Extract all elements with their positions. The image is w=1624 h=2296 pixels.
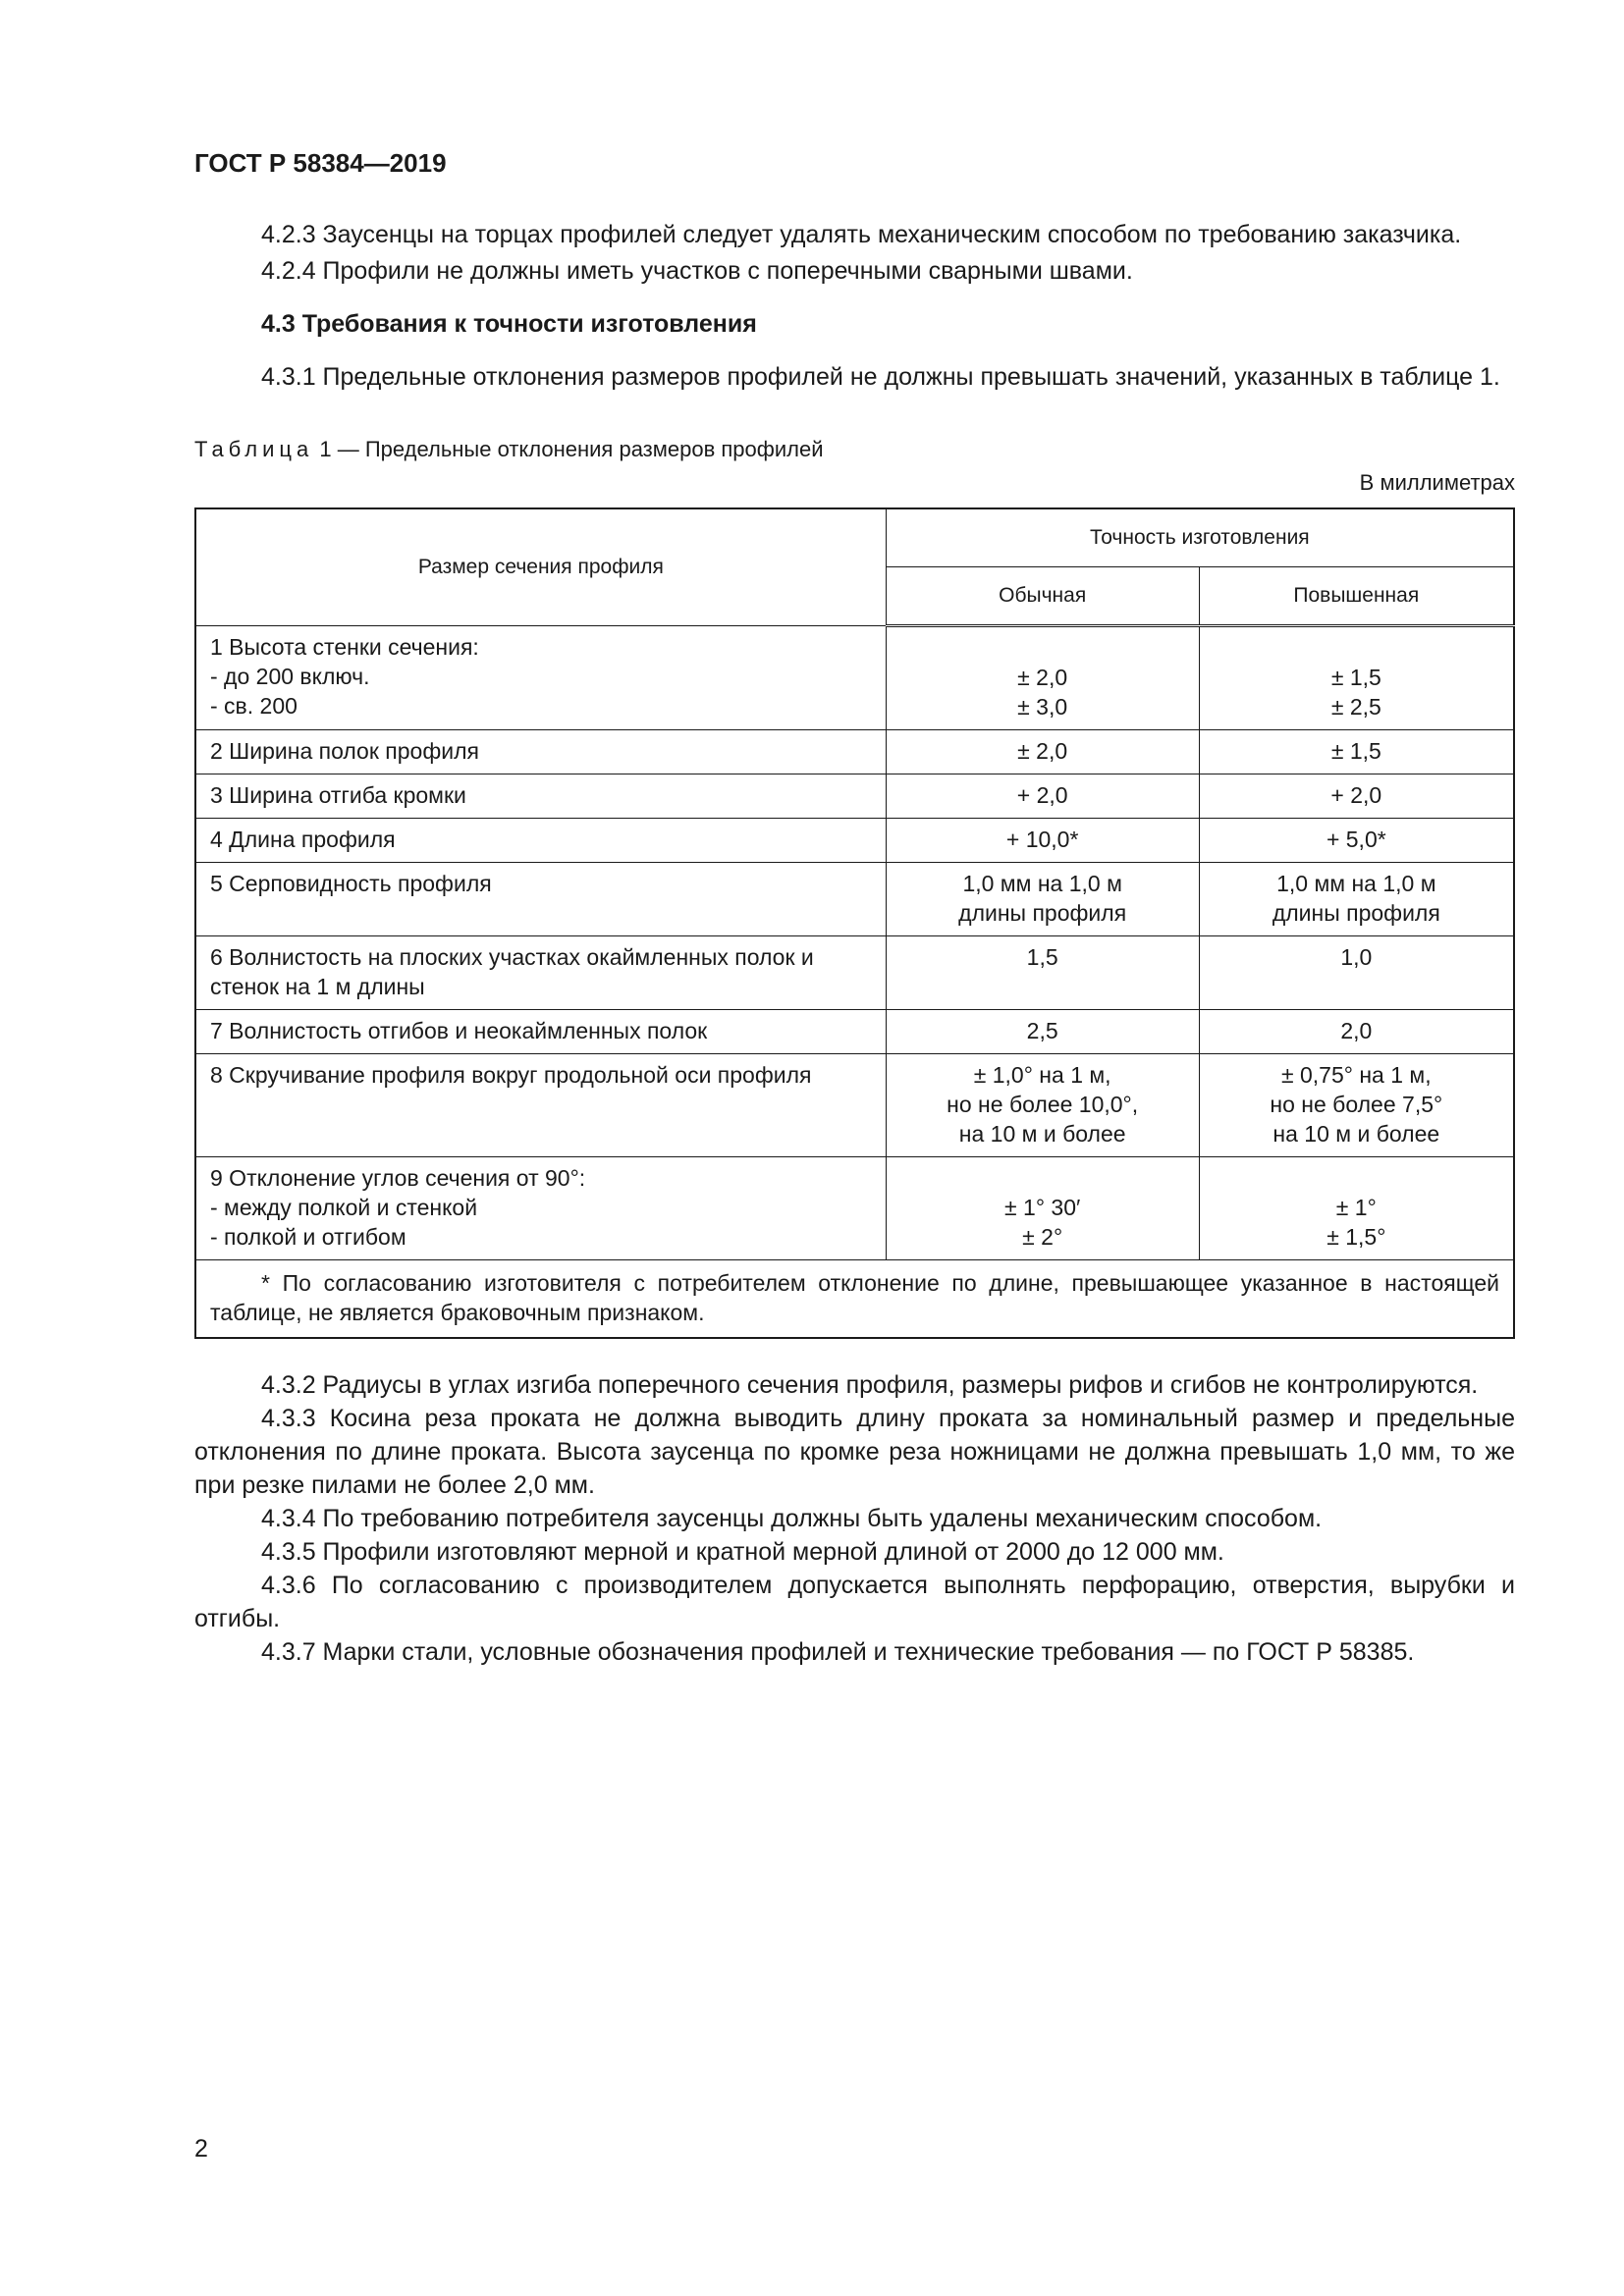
cell-normal-line: на 10 м и более bbox=[958, 1121, 1126, 1147]
cell-size bbox=[195, 863, 886, 936]
cell-size-line: 2 Ширина полок профиля bbox=[210, 738, 479, 764]
table-row bbox=[195, 626, 1514, 730]
cell-normal bbox=[886, 936, 1199, 1010]
cell-size-line: - св. 200 bbox=[210, 693, 298, 719]
cell-normal-line bbox=[900, 633, 1185, 663]
table-row bbox=[195, 819, 1514, 863]
cell-size bbox=[195, 626, 886, 730]
cell-size-line: - до 200 включ. bbox=[210, 664, 370, 689]
cell-high bbox=[1199, 1054, 1514, 1157]
cell-high bbox=[1199, 774, 1514, 819]
cell-size bbox=[195, 1157, 886, 1260]
cell-normal-line bbox=[900, 1163, 1185, 1193]
table-caption-label: Таблица bbox=[194, 437, 314, 461]
paragraph-4-3-4: 4.3.4 По требованию потребителя заусенцы должны быть удалены механическим способом. bbox=[261, 1505, 1323, 1532]
table-caption bbox=[194, 435, 1515, 464]
table-footnote-text: * По согласованию изготовителя с потребителем отклонение по длине, превышающее указанное в настоящей таблице, не является браковочным признаком. bbox=[210, 1270, 1499, 1325]
paragraph-4-3-6: 4.3.6 По согласованию с производителем допускается выполнять перфорацию, отверстия, вырубки и отгибы. bbox=[194, 1572, 1515, 1632]
cell-size bbox=[195, 819, 886, 863]
cell-normal-line: 1,5 bbox=[1026, 944, 1058, 970]
table-footnote bbox=[195, 1260, 1514, 1339]
cell-high-line: 1,0 мм на 1,0 м bbox=[1276, 871, 1436, 896]
cell-high bbox=[1199, 1157, 1514, 1260]
table-row bbox=[195, 936, 1514, 1010]
cell-size-line: 6 Волнистость на плоских участках окаймленных полок и стенок на 1 м длины bbox=[210, 944, 814, 999]
cell-normal bbox=[886, 774, 1199, 819]
cell-size-line: 7 Волнистость отгибов и неокаймленных полок bbox=[210, 1018, 708, 1043]
cell-high-line: ± 0,75° на 1 м, bbox=[1280, 1062, 1432, 1088]
cell-high-line bbox=[1214, 633, 1499, 663]
cell-high-line: + 5,0* bbox=[1326, 827, 1386, 852]
deviation-table bbox=[194, 507, 1515, 1339]
cell-high-line: ± 1,5° bbox=[1326, 1224, 1386, 1250]
cell-size bbox=[195, 1054, 886, 1157]
cell-size bbox=[195, 774, 886, 819]
table-row bbox=[195, 774, 1514, 819]
cell-normal-line: + 2,0 bbox=[1016, 782, 1068, 808]
table-row bbox=[195, 730, 1514, 774]
cell-normal-line: 1,0 мм на 1,0 м bbox=[962, 871, 1122, 896]
cell-normal-line: длины профиля bbox=[958, 900, 1127, 926]
table-units: В миллиметрах bbox=[1359, 470, 1515, 495]
cell-size-line: 8 Скручивание профиля вокруг продольной оси профиля bbox=[210, 1062, 812, 1088]
table-caption-text: 1 — Предельные отклонения размеров профилей bbox=[313, 437, 824, 461]
paragraph-4-3-5: 4.3.5 Профили изготовляют мерной и кратной мерной длиной от 2000 до 12 000 мм. bbox=[261, 1538, 1224, 1566]
cell-high-line: ± 2,5 bbox=[1330, 694, 1381, 720]
paragraph-4-2-3: 4.2.3 Заусенцы на торцах профилей следует удалять механическим способом по требованию заказчика. bbox=[261, 221, 1462, 248]
table-row bbox=[195, 1010, 1514, 1054]
cell-normal bbox=[886, 819, 1199, 863]
cell-high bbox=[1199, 1010, 1514, 1054]
cell-normal-line: ± 2° bbox=[1022, 1224, 1063, 1250]
document-header: ГОСТ Р 58384—2019 bbox=[194, 148, 447, 178]
table-row bbox=[195, 1157, 1514, 1260]
cell-normal-line: но не более 10,0°, bbox=[947, 1092, 1139, 1117]
cell-normal bbox=[886, 730, 1199, 774]
cell-high-line: 2,0 bbox=[1340, 1018, 1373, 1043]
cell-normal bbox=[886, 1010, 1199, 1054]
paragraph-4-3-1: 4.3.1 Предельные отклонения размеров профилей не должны превышать значений, указанных в таблице 1. bbox=[261, 363, 1500, 391]
cell-size-line: 4 Длина профиля bbox=[210, 827, 396, 852]
cell-high bbox=[1199, 936, 1514, 1010]
header-accuracy: Точность изготовления bbox=[886, 508, 1514, 567]
cell-normal-line: ± 2,0 bbox=[1017, 738, 1068, 764]
cell-high bbox=[1199, 863, 1514, 936]
cell-size bbox=[195, 936, 886, 1010]
paragraph-4-2-4: 4.2.4 Профили не должны иметь участков с поперечными сварными швами. bbox=[261, 257, 1133, 285]
cell-normal-line: ± 3,0 bbox=[1017, 694, 1068, 720]
cell-size-line: - полкой и отгибом bbox=[210, 1224, 406, 1250]
cell-high-line: на 10 м и более bbox=[1272, 1121, 1440, 1147]
cell-high-line: 1,0 bbox=[1340, 944, 1373, 970]
cell-normal-line: ± 2,0 bbox=[1017, 665, 1068, 690]
cell-high-line: ± 1° bbox=[1335, 1195, 1377, 1220]
cell-normal bbox=[886, 626, 1199, 730]
cell-high-line: ± 1,5 bbox=[1330, 665, 1381, 690]
header-normal: Обычная bbox=[886, 567, 1199, 626]
cell-high-line: ± 1,5 bbox=[1330, 738, 1381, 764]
table-row bbox=[195, 1054, 1514, 1157]
cell-high-line: + 2,0 bbox=[1330, 782, 1382, 808]
table-row bbox=[195, 863, 1514, 936]
cell-normal-line: ± 1,0° на 1 м, bbox=[973, 1062, 1111, 1088]
page-number: 2 bbox=[194, 2135, 208, 2163]
table-body bbox=[195, 626, 1514, 1260]
cell-normal bbox=[886, 1157, 1199, 1260]
cell-high bbox=[1199, 730, 1514, 774]
cell-high bbox=[1199, 626, 1514, 730]
header-high: Повышенная bbox=[1199, 567, 1514, 626]
cell-normal-line: 2,5 bbox=[1026, 1018, 1058, 1043]
cell-normal bbox=[886, 1054, 1199, 1157]
paragraph-4-3-7: 4.3.7 Марки стали, условные обозначения профилей и технические требования — по ГОСТ Р 58385. bbox=[261, 1638, 1415, 1666]
cell-high bbox=[1199, 819, 1514, 863]
cell-size bbox=[195, 730, 886, 774]
cell-normal bbox=[886, 863, 1199, 936]
cell-size-line: 5 Серповидность профиля bbox=[210, 871, 492, 896]
cell-size-line: - между полкой и стенкой bbox=[210, 1195, 478, 1220]
document-page bbox=[194, 147, 1515, 1669]
cell-high-line: но не более 7,5° bbox=[1270, 1092, 1443, 1117]
cell-normal-line: + 10,0* bbox=[1005, 827, 1079, 852]
cell-high-line bbox=[1214, 1163, 1499, 1193]
section-title: 4.3 Требования к точности изготовления bbox=[261, 310, 757, 338]
cell-size bbox=[195, 1010, 886, 1054]
cell-high-line: длины профиля bbox=[1272, 900, 1440, 926]
cell-normal-line: ± 1° 30′ bbox=[1004, 1195, 1081, 1220]
cell-size-line: 3 Ширина отгиба кромки bbox=[210, 782, 466, 808]
header-size: Размер сечения профиля bbox=[195, 508, 886, 626]
paragraph-4-3-2: 4.3.2 Радиусы в углах изгиба поперечного сечения профиля, размеры рифов и сгибов не контролируются. bbox=[261, 1371, 1479, 1399]
cell-size-line: 9 Отклонение углов сечения от 90°: bbox=[210, 1165, 586, 1191]
cell-size-line: 1 Высота стенки сечения: bbox=[210, 634, 479, 660]
paragraph-4-3-3: 4.3.3 Косина реза проката не должна выводить длину проката за номинальный размер и предельные отклонения по длине проката. Высота заусенца по кромке реза ножницами не должна превышать 1,0 мм, то же при резке пилами не более 2,0 мм. bbox=[194, 1405, 1515, 1499]
